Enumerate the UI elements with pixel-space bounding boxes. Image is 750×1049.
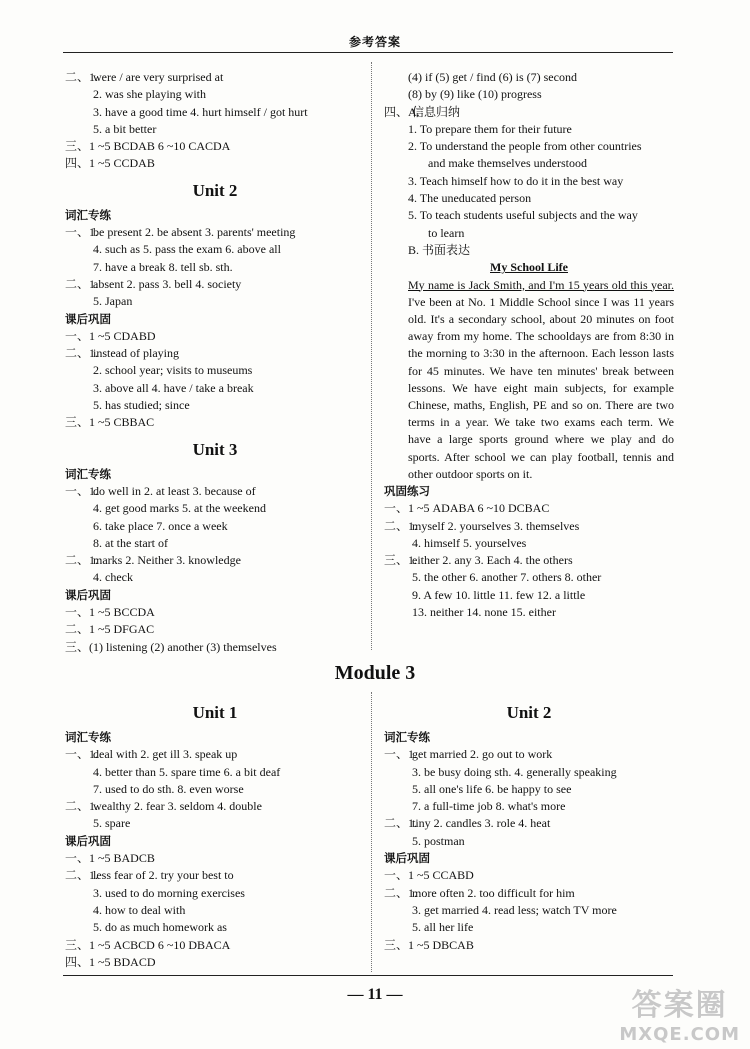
answer-line [65,639,365,656]
answer-number: 一、1 ~5 BCCDA [65,605,155,620]
answer-text: 9. A few 10. little 11. few 12. a little [412,587,586,602]
answer-line [65,798,365,815]
answer-line [65,535,365,552]
answer-number: 三、(1) listening (2) another (3) themselves [65,639,277,654]
answer-number: 二、1. [65,553,99,568]
answer-line [384,867,674,884]
answer-text: more often 2. too difficult for him [412,885,575,900]
answer-text: instead of playing [93,346,179,361]
section-heading-vocabulary: 词汇专练 [384,730,430,744]
answer-text: 2. school year; visits to museums [93,363,253,378]
left-column-top [65,69,365,656]
answer-text: absent 2. pass 3. bell 4. society [93,276,242,291]
answer-line [65,121,365,138]
answer-line [65,345,365,362]
answer-text: 3. have a good time 4. hurt himself / got hurt [93,104,308,119]
answer-line [384,225,674,242]
section-heading-consolidation: 课后巩固 [65,587,111,602]
answer-line [65,552,365,569]
answer-text: myself 2. yourselves 3. themselves [412,518,580,533]
answer-line [65,155,365,172]
answer-number: 三、1. [384,553,418,568]
answer-line [65,293,365,310]
answer-line [65,104,365,121]
answer-line [384,604,674,621]
answer-line [65,781,365,798]
answer-text: 3. be busy doing sth. 4. generally speaking [412,764,617,779]
answer-line [384,518,674,535]
answer-number: 一、1. [65,225,99,240]
answer-text: B. 书面表达 [408,242,471,257]
answer-line [65,414,365,431]
footer-rule [63,975,673,976]
answer-text: 7. have a break 8. tell sb. sth. [93,259,233,274]
section-heading-consolidation: 课后巩固 [65,311,111,326]
answer-text: and make themselves understood [428,156,587,171]
answer-text: 4. The uneducated person [408,191,532,206]
answer-text: 2. was she playing with [93,87,206,102]
answer-text: less fear of 2. try your best to [93,868,234,883]
answer-line [65,902,365,919]
answer-number: 三、1 ~5 CBBAC [65,415,155,430]
answer-number: 二、1 ~5 DFGAC [65,622,155,637]
right-column-top [384,69,674,621]
answer-line [384,833,674,850]
answer-line [384,121,674,138]
answer-line [65,328,365,345]
watermark-top: 答案圈 [631,988,728,1023]
answer-line [384,104,674,121]
answer-line [65,954,365,971]
answer-number: 四、1 ~5 BDACD [65,954,156,969]
answer-line [65,867,365,884]
answer-text: 5. do as much homework as [93,920,227,935]
answer-text: 7. used to do sth. 8. even worse [93,781,244,796]
answer-line [384,781,674,798]
composition-first-sentence: My name is Jack Smith, and I'm 15 years old this year. [408,277,674,292]
answer-text: 3. used to do morning exercises [93,885,245,900]
answer-text: were / are very surprised at [93,70,224,84]
answer-number: 二、1. [384,885,418,900]
answer-number: 二、1. [384,816,418,831]
answer-line [384,815,674,832]
answer-text: 3. Teach himself how to do it in the best way [408,173,624,188]
answer-line [384,569,674,586]
answer-text: 1. To prepare them for their future [408,121,572,136]
answer-text: either 2. any 3. Each 4. the others [412,553,573,568]
answer-text: to learn [428,225,465,240]
header-rule [63,52,673,53]
answer-line [384,919,674,936]
answer-line [65,69,365,86]
answer-text: 5. all her life [412,920,474,935]
answer-number: 三、1 ~5 BCDAB 6 ~10 CACDA [65,139,231,154]
answer-line [384,86,674,103]
answer-line [384,902,674,919]
watermark-bottom: MXQE.COM [619,1024,740,1045]
answer-line [65,362,365,379]
answer-line [65,138,365,155]
answer-number: 一、1. [384,747,418,762]
section-heading-vocabulary: 词汇专练 [65,466,111,481]
answer-text: 3. get married 4. read less; watch TV more [412,902,617,917]
answer-line [65,241,365,258]
answer-text: 5. postman [412,833,465,848]
unit3-title: Unit 3 [192,439,238,459]
answer-text: 5. has studied; since [93,398,190,413]
answer-line [384,173,674,190]
answer-line [384,242,674,259]
answer-number: 二、1. [65,868,99,883]
section-heading-consolidation: 课后巩固 [65,833,111,848]
module3-unit2-title: Unit 2 [506,703,552,722]
answer-text: 8. at the start of [93,535,168,550]
answer-text: 4. himself 5. yourselves [412,535,527,550]
section-heading-consolidation: 课后巩固 [384,851,430,866]
answer-line [65,500,365,517]
answer-number: 一、1. [65,747,99,762]
answer-line [65,380,365,397]
answer-line [384,764,674,781]
answer-line [65,746,365,763]
answer-text: 4. how to deal with [93,902,186,917]
answer-text: 4. better than 5. spare time 6. a bit deaf [93,764,281,779]
answer-text: 13. neither 14. none 15. either [412,605,556,620]
answer-text: be present 2. be absent 3. parents' meeting [93,225,296,240]
answer-number: 三、1 ~5 DBCAB [384,937,474,952]
answer-line [65,604,365,621]
column-divider-bottom [371,692,372,972]
answer-number: 四、A. [384,104,420,119]
answer-number: 一、1 ~5 ADABA 6 ~10 DCBAC [384,501,550,516]
answer-text: 4. check [93,570,133,585]
composition-text: I've been at No. 1 Middle School since I was 11 years old. It's a secondary school, about 20 minutes on foot away from my home. The schooldays are from 8:30 in the morning to 3:30 in the afternoon. Each lesson lasts for 45 minutes. We have ten minutes' break between lessons. We have eight main subjects, for example Chinese, maths, English, PE and so on. There are two terms in a year. We take two exams each term. We have a large sports ground where we play and do sports. After school we can play football, tennis and other outdoor sports on it. [408,294,674,481]
answer-line [65,483,365,500]
answer-text: 5. a bit better [93,121,157,136]
answer-line [65,764,365,781]
answer-text: marks 2. Neither 3. knowledge [93,553,241,568]
section-heading-practice: 巩固练习 [384,484,430,498]
answer-line [384,207,674,224]
module-title: Module 3 [334,662,416,684]
answer-line [384,535,674,552]
left-column-bottom [65,699,365,971]
answer-line [65,259,365,276]
answer-line [65,919,365,936]
answer-text: 5. To teach students useful subjects and the way [408,208,638,223]
answer-line [384,798,674,815]
answer-line [384,587,674,604]
answer-text: (8) by (9) like (10) progress [408,87,542,102]
answer-number: 三、1 ~5 ACBCD 6 ~10 DBACA [65,937,231,952]
answer-text: 信息归纳 [412,104,461,119]
answer-line [65,937,365,954]
answer-text: deal with 2. get ill 3. speak up [93,747,238,762]
section-heading-vocabulary: 词汇专练 [65,207,111,222]
answer-text: wealthy 2. fear 3. seldom 4. double [93,799,262,814]
answer-number: 二、1. [65,346,99,361]
answer-line [65,397,365,414]
answer-line [65,850,365,867]
answer-number: 二、1. [65,799,99,814]
answer-number: 一、1 ~5 CCABD [384,868,474,883]
page-number: — 11 — [347,986,403,1003]
answer-line [384,500,674,517]
answer-line [384,552,674,569]
answer-line [384,885,674,902]
answer-number: 四、1 ~5 CCDAB [65,156,155,171]
answer-line [65,621,365,638]
answer-text: 2. To understand the people from other countries [408,139,642,154]
answer-number: 一、1 ~5 CDABD [65,328,156,343]
answer-text: 5. Japan [93,294,133,309]
answer-line [65,518,365,535]
composition-title: My School Life [490,260,568,275]
answer-text: tiny 2. candles 3. role 4. heat [412,816,551,831]
answer-line [65,569,365,586]
answer-line [384,937,674,954]
answer-number: 二、1. [65,70,99,84]
answer-text: 7. a full-time job 8. what's more [412,799,566,814]
section-heading-vocabulary: 词汇专练 [65,730,111,744]
right-column-bottom [384,699,674,954]
answer-number: 二、1. [65,276,99,291]
answer-number: 一、1. [65,483,99,498]
answer-text: 5. all one's life 6. be happy to see [412,781,572,796]
answer-text: 3. above all 4. have / take a break [93,380,254,395]
answer-number: 二、1. [384,518,418,533]
unit2-title: Unit 2 [192,180,238,200]
answer-line [65,224,365,241]
column-divider-top [371,62,372,650]
answer-text: get married 2. go out to work [412,747,553,762]
answer-line [65,885,365,902]
answer-text: 6. take place 7. once a week [93,518,228,533]
module3-unit1-title: Unit 1 [192,703,238,722]
answer-number: 一、1 ~5 BADCB [65,851,155,866]
page-header: 参考答案 [348,35,401,49]
answer-text: 4. such as 5. pass the exam 6. above all [93,242,281,257]
answer-text: 4. get good marks 5. at the weekend [93,501,266,516]
composition-body [384,277,674,483]
answer-text: do well in 2. at least 3. because of [93,483,256,498]
answer-line [384,138,674,155]
answer-line [65,86,365,103]
answer-line [65,815,365,832]
answer-line [384,155,674,172]
answer-text: 5. spare [93,816,131,831]
watermark-logo [619,980,740,1045]
answer-line [384,69,674,86]
answer-line [384,190,674,207]
answer-text: (4) if (5) get / find (6) is (7) second [408,70,577,84]
answer-line [384,746,674,763]
answer-line [65,276,365,293]
answer-text: 5. the other 6. another 7. others 8. other [412,570,602,585]
